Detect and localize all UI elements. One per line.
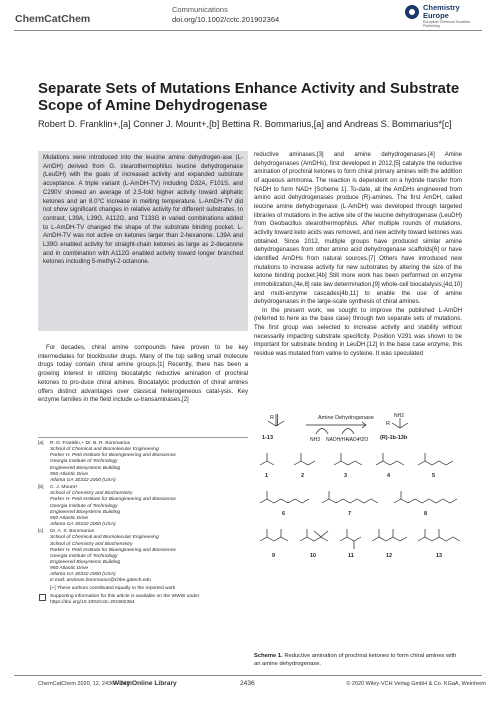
affiliation-entry	[38, 529, 253, 584]
intro-column	[38, 344, 248, 405]
scheme-1	[254, 409, 462, 667]
structure-9	[260, 537, 288, 541]
structure-number: 13	[436, 553, 443, 559]
structure-number: 2	[301, 473, 305, 479]
structure-13	[418, 537, 460, 541]
ketone-structures	[260, 453, 460, 549]
cofactor-h2o: H2O	[358, 437, 369, 443]
affiliation-line: Parker H. Petit Institute for Bioengineering and Bioscience	[50, 497, 176, 503]
header-meta	[172, 5, 352, 24]
cofactor-arc-left	[316, 429, 328, 435]
affiliation-line: 950 Atlantic Drive	[50, 471, 89, 477]
structure-number: 3	[344, 473, 348, 479]
product-r-label: R	[386, 421, 390, 427]
footer-wiley-link[interactable]: Wiley Online Library	[113, 680, 177, 687]
intro-paragraph: For decades, chiral amine compounds have proven to be key intermediates for blockbuster drugs. Many of the top selling small molecule drugs today contain chiral amine groups.[1] Recently, there has been a growing interest in utilizing biocatalytic reductive amination of prochiral ketones to pro-duce chiral amines. Biocatalytic production of chiral amines offers distinct advantages over classical heterogeneous catal-ysis. Key enzyme families in the field include ω-transaminases,[2]	[38, 344, 248, 404]
reactant-r-label: R	[270, 415, 274, 421]
affiliation-line: Parker H. Petit Institute for Bioengineering and Bioscience	[50, 453, 176, 459]
structure-2	[294, 461, 315, 465]
affiliations	[38, 441, 253, 606]
page-header	[0, 0, 496, 31]
affiliation-line: E-mail: andreas.bommarius@chbe.gatech.edu	[50, 578, 151, 584]
affiliation-line: 950 Atlantic Drive	[50, 515, 89, 521]
body-paragraph-2: In the present work, we sought to improve the published L-AmDH (referred to here as the base case) through two separate sets of mutations. The first group was selected to increase activity and stability without necessarily impacting substrate specificity. Position V291 was shown to be important for substrate binding in LeuDH.[12] In the base case enzyme, this residue was mutated from valine to cysteine. It was speculated	[254, 306, 462, 358]
structure-11	[340, 537, 361, 541]
affiliation-line: Georgia Institute of Technology	[50, 553, 118, 559]
structure-number: 9	[272, 553, 276, 559]
affiliation-line: Atlanta GA 30332-2000 (USA)	[50, 572, 116, 578]
structure-number: 5	[432, 473, 436, 479]
page-number: 2436	[240, 680, 255, 687]
contribution-note: [+] These authors contributed equally to the reported work	[50, 585, 176, 591]
affiliation-line: Georgia Institute of Technology	[50, 459, 118, 465]
structure-number: 8	[424, 511, 428, 517]
supporting-info-icon	[39, 594, 46, 601]
affiliation-line: School of Chemical and Biomolecular Engineering	[50, 535, 159, 541]
structure-number: 7	[348, 511, 352, 517]
affiliation-line: Parker H. Petit Institute for Bioengineering and Bioscience	[50, 547, 176, 553]
structure-5	[418, 461, 453, 465]
affiliation-line: Atlanta GA 30332-2000 (USA)	[50, 477, 116, 483]
article-title: Separate Sets of Mutations Enhance Activity and Substrate Scope of Amine Dehydrogenase	[38, 80, 460, 114]
affiliation-entry	[38, 485, 253, 528]
cofactor-nad: NAD+	[346, 437, 360, 443]
journal-name: ChemCatChem	[15, 13, 91, 25]
affiliation-line: Engineered Biosystems Building	[50, 559, 121, 565]
affiliation-line: School of Chemical and Biomolecular Engineering	[50, 447, 159, 453]
affiliation-names: Dr. A. S. Bommarius	[50, 529, 95, 535]
product-nh2-label: NH2	[394, 413, 405, 419]
scheme-caption-text: Reductive amination of prochiral ketones to form chiral amines with an amine dehydrogenase.	[254, 653, 457, 667]
structure-number: 12	[386, 553, 393, 559]
affiliation-line: Atlanta GA 30332-2000 (USA)	[50, 522, 116, 528]
cofactor-nh3: NH3	[310, 437, 321, 443]
structure-6	[260, 499, 309, 503]
body-paragraph-1: reductive aminases,[3] and amine dehydrogenases.[4] Amine dehydrogenases (AmDHs), first developed in 2012,[5] catalyze the reductive amination of prochiral ketones to form chiral primary amines with the addition of aqueous ammonia. The reaction is dependent on a hydride transfer from NADH to form NAD+ [Scheme 1]. To-date, all the AmDHs engineered from amino acid dehydrogenases produce (R)-amines. The first AmDH, called leucine amine dehydrogenase (L-AmDH) was developed through targeted libraries of mutations in the active site of the leucine dehydrogenase (LeuDH) from Geobacillus stearothermophilus. After multiple rounds of mutations, activity toward keto acids was removed, and new activity toward ketones was obtained. Since 2012, multiple groups have produced similar amine dehydrogenases from other amino acid dehydrogenase scaffolds[6] or have identified AmDHs from natural sources.[7] Others have introduced new mutations to increase activity for new substrates by altering the size of the ketone binding pocket.[4b] Still more work has been performed on enzyme immobilization,[4e,8] rate law determination,[9] whole-cell biocatalysis,[4d,10] and multi-enzyme cascades[4b,11] to enable the use of amine dehydrogenases in the large-scale synthesis of chiral amines.	[254, 151, 462, 306]
structure-number: 6	[282, 511, 286, 517]
structure-numbers	[265, 473, 442, 559]
body-right-column	[254, 151, 462, 359]
footnote-divider	[38, 437, 248, 438]
affiliation-line: School of Chemistry and Biochemistry	[50, 491, 133, 497]
section-label: Communications	[172, 5, 228, 14]
affiliation-label: [a]	[38, 441, 44, 446]
cofactor-nadh: NADH/H+	[326, 437, 349, 443]
chemistry-europe-logo	[405, 4, 485, 30]
enzyme-label: Amine Dehydrogenase	[318, 415, 374, 421]
affiliation-names: R. D. Franklin,+ Dr. B. R. Bommarius	[50, 441, 131, 446]
footer-citation: ChemCatChem 2020, 12, 2436 – 2439	[38, 681, 133, 687]
logo-name: Chemistry Europe	[423, 3, 460, 20]
footer-divider	[14, 675, 482, 676]
structure-3	[334, 461, 362, 465]
structure-10	[300, 537, 328, 541]
doi-link[interactable]: doi.org/10.1002/cctc.201902364	[172, 15, 280, 24]
abstract-box: Mutations were introduced into the leucine amine dehydrogen-ase (L-AmDH) derived from G. stearothermophilus leucine dehydrogenase (LeuDH) with the goals of increased activity and expanded substrate acceptance. A triple variant (L-AmDH-TV) including D32A, F101S, and C290V showed an average of 2.5-fold higher activity toward aliphatic ketones and an 8.0°C increase in melting temperature. L-AmDH-TV did not show significant changes in relative activity for different substrates. In contrast, L39A, L39G, A112G, and T133G in varied combinations added to L-AmDH-TV changed the shape of the substrate binding pocket. L-AmDH-TV was not active on ketones larger than 2-hexanone. L39A and L39G enabled activity for straight-chain ketones as large as 2-decanone and in combination with A112G enabled activity toward longer branched ketones including 5-methyl-2-octanone.	[38, 151, 248, 331]
structure-1	[260, 461, 274, 465]
affiliation-line: 950 Atlantic Drive	[50, 566, 89, 572]
scheme-1-drawing	[254, 409, 462, 647]
affiliation-line: Engineered Biosystems Building	[50, 465, 121, 471]
affiliation-line: School of Chemistry and Biochemistry	[50, 541, 133, 547]
supporting-info-text[interactable]: Supporting information for this article is available on the WWW under https://doi.org/10.1002/cctc.201902364	[50, 593, 200, 605]
product-label: (R)-1b-13b	[380, 435, 408, 441]
affiliation-label: [b]	[38, 485, 44, 491]
affiliation-entry	[38, 441, 253, 484]
affiliation-label: [c]	[38, 529, 44, 535]
author-list: Robert D. Franklin+,[a] Conner J. Mount+,[b] Bettina R. Bommarius,[a] and Andreas S. Bommarius*[c]	[38, 119, 452, 129]
affiliation-line: Engineered Biosystems Building	[50, 509, 121, 515]
affiliation-line: Georgia Institute of Technology	[50, 503, 118, 509]
structure-7	[322, 499, 378, 503]
cofactor-arc-right	[342, 429, 354, 435]
structure-number: 11	[348, 553, 354, 559]
logo-subtitle: European Chemical Societies Publishing	[423, 20, 471, 28]
footer-copyright: © 2020 Wiley-VCH Verlag GmbH & Co. KGaA, Weinheim	[346, 681, 486, 687]
structure-4	[376, 461, 404, 465]
chemistry-europe-logo-icon	[405, 5, 419, 19]
scheme-caption-label: Scheme 1.	[254, 653, 283, 659]
structure-number: 4	[387, 473, 391, 479]
affiliation-list	[38, 441, 253, 585]
structure-8	[394, 499, 457, 503]
header-divider	[14, 30, 482, 31]
supporting-info-note	[38, 594, 253, 606]
affiliation-names: C. J. Mount+	[50, 485, 78, 491]
scheme-caption	[254, 653, 462, 668]
reactant-range-label: 1-13	[262, 435, 274, 441]
structure-12	[372, 537, 407, 541]
structure-number: 1	[265, 473, 269, 479]
structure-number: 10	[310, 553, 317, 559]
